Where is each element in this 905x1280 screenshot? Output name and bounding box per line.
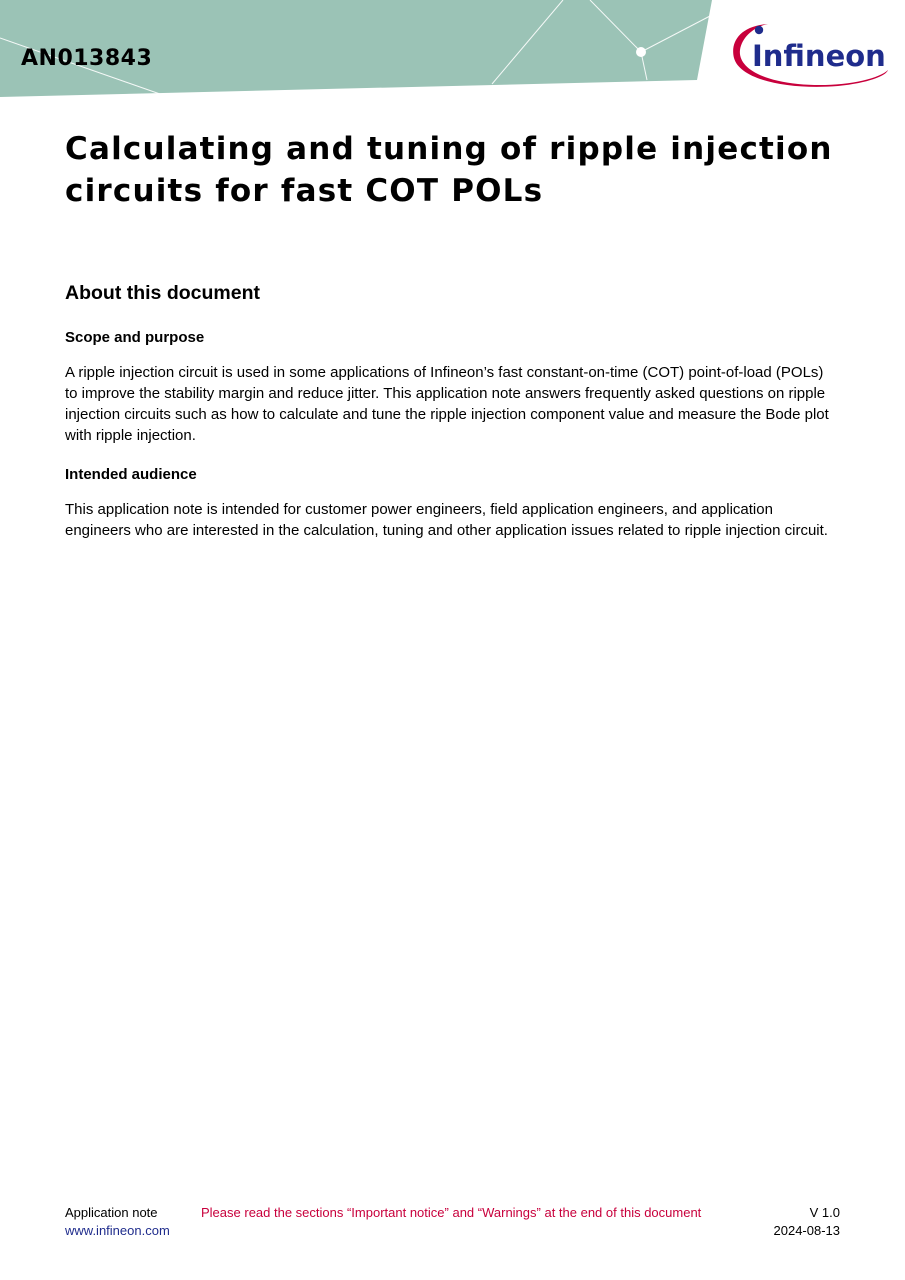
footer-date: 2024-08-13 <box>773 1223 840 1238</box>
footer-right <box>774 1204 841 1240</box>
footer-doc-type: Application note <box>65 1205 158 1220</box>
audience-heading: Intended audience <box>65 466 197 483</box>
about-heading: About this document <box>65 282 260 304</box>
audience-text: This application note is intended for customer power engineers, field application engineers, and application engineers who are interested in the calculation, tuning and other application issues related to ripple injection circuit. <box>65 501 828 539</box>
page-title: Calculating and tuning of ripple injection circuits for fast COT POLs <box>65 131 833 209</box>
footer-version: V 1.0 <box>809 1205 840 1220</box>
logo-wordmark: Infineon <box>752 39 886 73</box>
infineon-logo <box>728 18 893 94</box>
footer-notice: Please read the sections “Important notice” and “Warnings” at the end of this document <box>201 1205 702 1220</box>
footer-left <box>65 1204 170 1240</box>
document-id: AN013843 <box>21 46 153 71</box>
scope-heading: Scope and purpose <box>65 329 205 346</box>
footer-url-link[interactable]: www.infineon.com <box>65 1223 170 1238</box>
scope-text: A ripple injection circuit is used in some applications of Infineon’s fast constant-on-time (COT) point-of-load (POLs) to improve the stability margin and reduce jitter. This application note answers frequently asked questions on ripple injection circuits such as how to calculate and tune the ripple injection component value and measure the Bode plot with ripple injection. <box>65 364 829 444</box>
